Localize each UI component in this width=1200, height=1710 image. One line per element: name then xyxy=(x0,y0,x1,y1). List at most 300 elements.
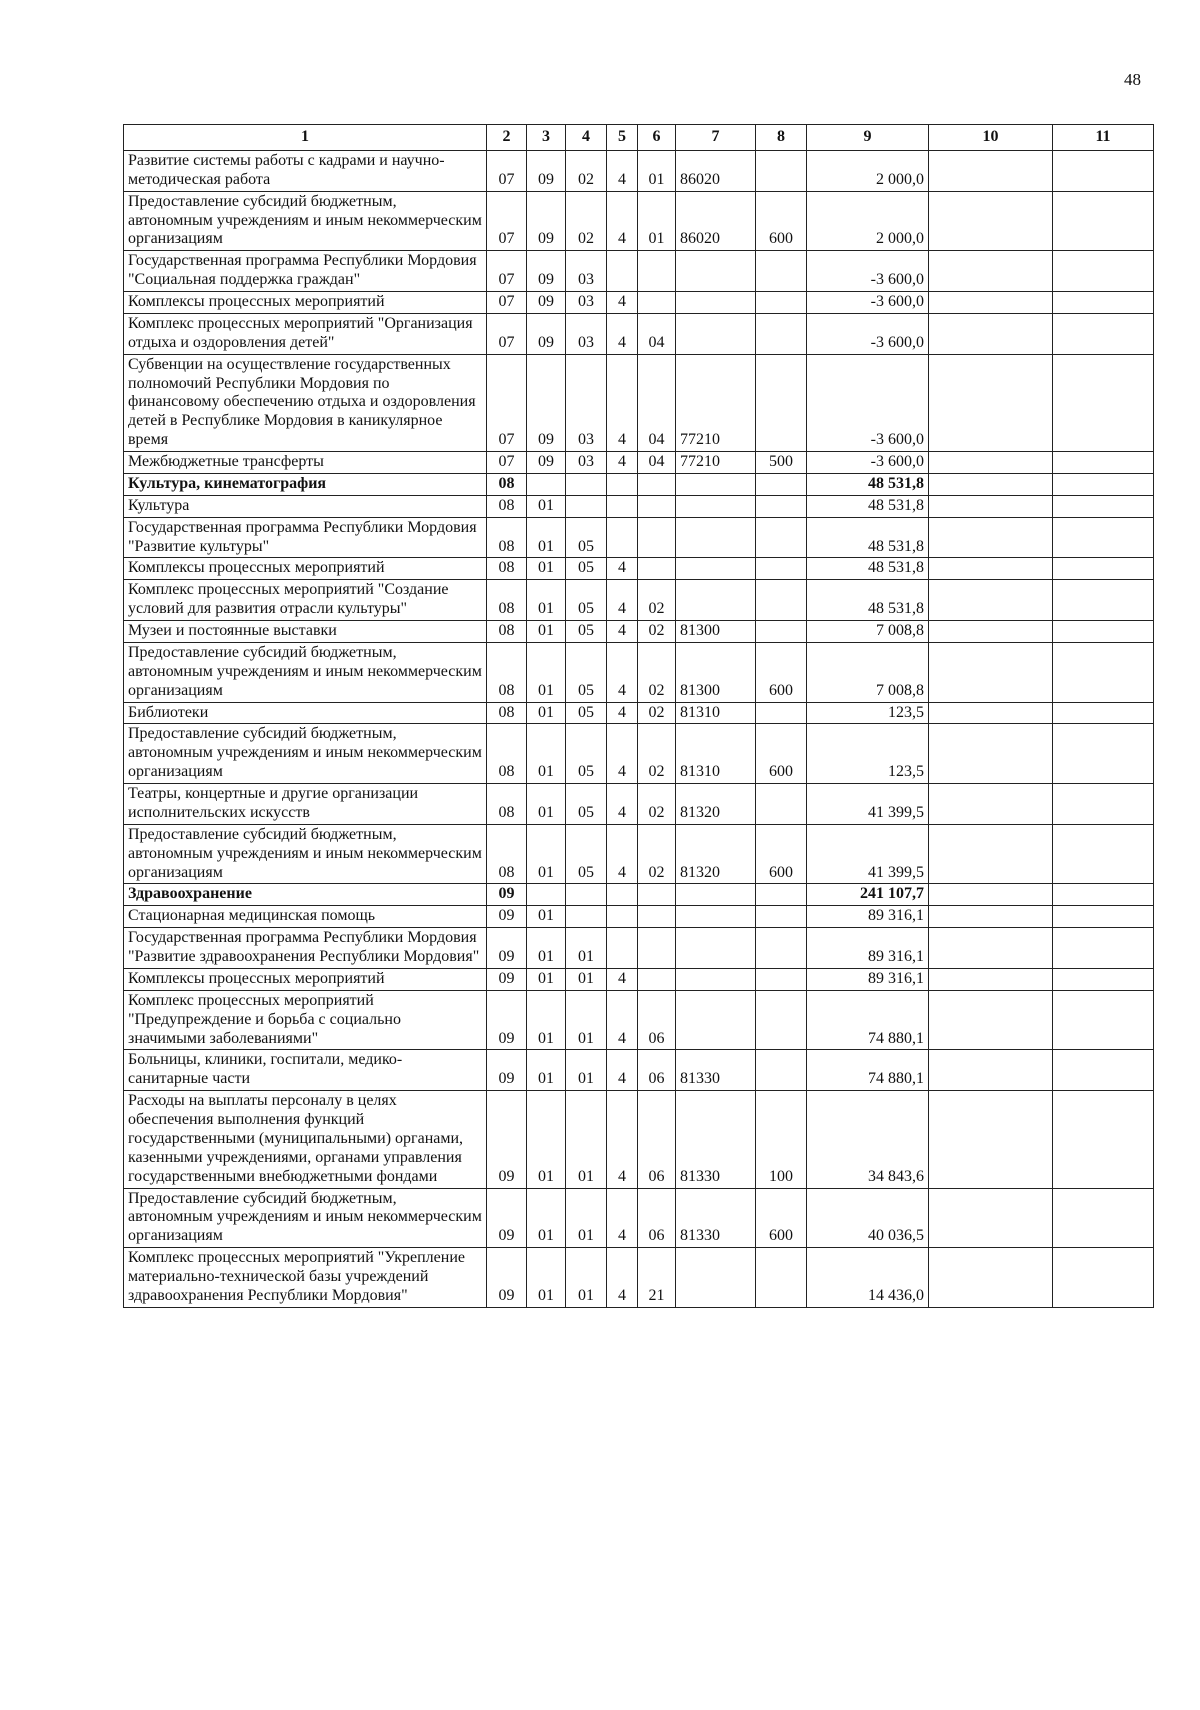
amount-cell: -3 600,0 xyxy=(807,452,929,474)
table-row xyxy=(124,1188,1154,1248)
code-section-cell: 07 xyxy=(487,313,527,354)
amount-col10-cell xyxy=(929,621,1053,643)
code-activity-cell: 02 xyxy=(638,724,676,784)
code-expense-type-cell: 600 xyxy=(756,724,807,784)
code-subprogram-cell xyxy=(607,473,638,495)
code-activity-cell xyxy=(638,473,676,495)
table-row xyxy=(124,251,1154,292)
code-program-cell: 01 xyxy=(566,1248,607,1308)
code-direction-cell: 81310 xyxy=(676,724,756,784)
amount-col10-cell xyxy=(929,1248,1053,1308)
table-row xyxy=(124,824,1154,884)
code-expense-type-cell xyxy=(756,495,807,517)
code-direction-cell: 81320 xyxy=(676,824,756,884)
code-subsection-cell xyxy=(527,473,566,495)
amount-cell: 2 000,0 xyxy=(807,150,929,191)
code-activity-cell: 06 xyxy=(638,990,676,1050)
table-row xyxy=(124,784,1154,825)
code-program-cell: 01 xyxy=(566,928,607,969)
code-section-cell: 07 xyxy=(487,251,527,292)
code-activity-cell xyxy=(638,906,676,928)
code-activity-cell: 02 xyxy=(638,642,676,702)
amount-cell: 34 843,6 xyxy=(807,1091,929,1188)
amount-cell: -3 600,0 xyxy=(807,292,929,314)
amount-cell: 40 036,5 xyxy=(807,1188,929,1248)
amount-col11-cell xyxy=(1053,824,1154,884)
amount-col11-cell xyxy=(1053,251,1154,292)
row-name-cell: Предоставление субсидий бюджетным, автономным учреждениям и иным некоммерческим организациям xyxy=(124,191,487,251)
code-subprogram-cell xyxy=(607,906,638,928)
amount-col11-cell xyxy=(1053,1188,1154,1248)
code-program-cell xyxy=(566,495,607,517)
code-subsection-cell: 09 xyxy=(527,452,566,474)
row-name-cell: Библиотеки xyxy=(124,702,487,724)
code-subsection-cell: 01 xyxy=(527,495,566,517)
amount-cell: 123,5 xyxy=(807,702,929,724)
code-direction-cell: 81330 xyxy=(676,1188,756,1248)
code-expense-type-cell: 600 xyxy=(756,1188,807,1248)
code-program-cell: 05 xyxy=(566,642,607,702)
code-section-cell: 07 xyxy=(487,452,527,474)
amount-cell: -3 600,0 xyxy=(807,313,929,354)
code-direction-cell: 81320 xyxy=(676,784,756,825)
amount-col11-cell xyxy=(1053,473,1154,495)
code-direction-cell xyxy=(676,928,756,969)
table-row xyxy=(124,292,1154,314)
code-program-cell: 03 xyxy=(566,251,607,292)
amount-cell: 74 880,1 xyxy=(807,990,929,1050)
table-row xyxy=(124,354,1154,451)
amount-col10-cell xyxy=(929,150,1053,191)
code-subsection-cell: 01 xyxy=(527,1091,566,1188)
header-cell: 11 xyxy=(1053,125,1154,151)
code-direction-cell: 77210 xyxy=(676,452,756,474)
code-section-cell: 07 xyxy=(487,150,527,191)
code-expense-type-cell xyxy=(756,580,807,621)
code-activity-cell: 01 xyxy=(638,150,676,191)
code-section-cell: 09 xyxy=(487,1188,527,1248)
code-activity-cell: 01 xyxy=(638,191,676,251)
amount-col11-cell xyxy=(1053,1248,1154,1308)
code-subprogram-cell: 4 xyxy=(607,702,638,724)
amount-col11-cell xyxy=(1053,517,1154,558)
code-expense-type-cell xyxy=(756,784,807,825)
code-program-cell: 01 xyxy=(566,1091,607,1188)
code-section-cell: 09 xyxy=(487,1050,527,1091)
code-direction-cell: 86020 xyxy=(676,191,756,251)
amount-col10-cell xyxy=(929,702,1053,724)
code-section-cell: 07 xyxy=(487,292,527,314)
header-cell: 3 xyxy=(527,125,566,151)
code-program-cell: 05 xyxy=(566,517,607,558)
amount-cell: 41 399,5 xyxy=(807,784,929,825)
code-subsection-cell: 01 xyxy=(527,824,566,884)
code-program-cell: 05 xyxy=(566,724,607,784)
code-expense-type-cell xyxy=(756,884,807,906)
amount-col11-cell xyxy=(1053,354,1154,451)
table-row xyxy=(124,313,1154,354)
header-row xyxy=(124,125,1154,151)
row-name-cell: Государственная программа Республики Мордовия "Развитие культуры" xyxy=(124,517,487,558)
code-direction-cell xyxy=(676,580,756,621)
code-subprogram-cell xyxy=(607,517,638,558)
code-subsection-cell: 01 xyxy=(527,517,566,558)
amount-col11-cell xyxy=(1053,884,1154,906)
code-program-cell: 05 xyxy=(566,621,607,643)
table-row xyxy=(124,642,1154,702)
row-name-cell: Предоставление субсидий бюджетным, автономным учреждениям и иным некоммерческим организациям xyxy=(124,724,487,784)
code-direction-cell: 86020 xyxy=(676,150,756,191)
amount-col11-cell xyxy=(1053,292,1154,314)
code-expense-type-cell xyxy=(756,292,807,314)
row-name-cell: Комплекс процессных мероприятий "Укрепление материально-технической базы учреждений здравоохранения Республики Мордовия" xyxy=(124,1248,487,1308)
code-section-cell: 08 xyxy=(487,702,527,724)
code-activity-cell xyxy=(638,495,676,517)
code-expense-type-cell: 500 xyxy=(756,452,807,474)
row-name-cell: Комплекс процессных мероприятий "Предупреждение и борьба с социально значимыми заболеваниями" xyxy=(124,990,487,1050)
code-program-cell: 05 xyxy=(566,580,607,621)
code-direction-cell xyxy=(676,968,756,990)
amount-col11-cell xyxy=(1053,724,1154,784)
amount-cell: 14 436,0 xyxy=(807,1248,929,1308)
code-subsection-cell: 09 xyxy=(527,313,566,354)
code-subprogram-cell: 4 xyxy=(607,191,638,251)
header-cell: 5 xyxy=(607,125,638,151)
header-cell: 10 xyxy=(929,125,1053,151)
code-subsection-cell: 01 xyxy=(527,642,566,702)
code-section-cell: 08 xyxy=(487,558,527,580)
row-name-cell: Комплекс процессных мероприятий "Создание условий для развития отрасли культуры" xyxy=(124,580,487,621)
amount-cell: 48 531,8 xyxy=(807,495,929,517)
amount-col11-cell xyxy=(1053,642,1154,702)
code-subprogram-cell: 4 xyxy=(607,642,638,702)
code-program-cell: 03 xyxy=(566,354,607,451)
code-subsection-cell: 01 xyxy=(527,702,566,724)
code-activity-cell: 06 xyxy=(638,1091,676,1188)
table-row xyxy=(124,1248,1154,1308)
row-name-cell: Здравоохранение xyxy=(124,884,487,906)
amount-col10-cell xyxy=(929,724,1053,784)
code-subsection-cell: 01 xyxy=(527,968,566,990)
amount-col10-cell xyxy=(929,558,1053,580)
table-row xyxy=(124,928,1154,969)
code-subsection-cell: 09 xyxy=(527,251,566,292)
code-expense-type-cell xyxy=(756,473,807,495)
code-direction-cell: 81310 xyxy=(676,702,756,724)
code-section-cell: 08 xyxy=(487,784,527,825)
code-expense-type-cell: 600 xyxy=(756,824,807,884)
code-subprogram-cell: 4 xyxy=(607,1188,638,1248)
table-row xyxy=(124,990,1154,1050)
code-subsection-cell: 01 xyxy=(527,724,566,784)
code-program-cell: 05 xyxy=(566,702,607,724)
code-section-cell: 09 xyxy=(487,990,527,1050)
code-subprogram-cell xyxy=(607,495,638,517)
table-row xyxy=(124,473,1154,495)
amount-cell: 41 399,5 xyxy=(807,824,929,884)
code-subprogram-cell: 4 xyxy=(607,313,638,354)
page-number: 48 xyxy=(1124,70,1141,89)
code-expense-type-cell xyxy=(756,313,807,354)
code-expense-type-cell xyxy=(756,1248,807,1308)
table-row xyxy=(124,968,1154,990)
code-expense-type-cell: 600 xyxy=(756,191,807,251)
code-program-cell: 03 xyxy=(566,313,607,354)
code-activity-cell xyxy=(638,251,676,292)
code-direction-cell xyxy=(676,292,756,314)
amount-col10-cell xyxy=(929,452,1053,474)
code-direction-cell xyxy=(676,558,756,580)
amount-col10-cell xyxy=(929,495,1053,517)
code-subprogram-cell: 4 xyxy=(607,354,638,451)
code-direction-cell xyxy=(676,251,756,292)
amount-cell: 2 000,0 xyxy=(807,191,929,251)
code-expense-type-cell xyxy=(756,928,807,969)
code-activity-cell: 02 xyxy=(638,784,676,825)
amount-cell: 241 107,7 xyxy=(807,884,929,906)
code-subsection-cell: 01 xyxy=(527,906,566,928)
table-row xyxy=(124,906,1154,928)
code-section-cell: 09 xyxy=(487,906,527,928)
code-subsection-cell: 01 xyxy=(527,928,566,969)
code-program-cell: 01 xyxy=(566,990,607,1050)
amount-col10-cell xyxy=(929,928,1053,969)
code-subprogram-cell: 4 xyxy=(607,150,638,191)
amount-cell: 48 531,8 xyxy=(807,558,929,580)
code-activity-cell xyxy=(638,968,676,990)
code-program-cell: 05 xyxy=(566,784,607,825)
table-row xyxy=(124,452,1154,474)
code-expense-type-cell xyxy=(756,150,807,191)
table-row xyxy=(124,884,1154,906)
code-subprogram-cell: 4 xyxy=(607,621,638,643)
table-row xyxy=(124,1050,1154,1091)
amount-cell: 7 008,8 xyxy=(807,621,929,643)
amount-col10-cell xyxy=(929,1050,1053,1091)
table-body xyxy=(124,150,1154,1307)
amount-col11-cell xyxy=(1053,621,1154,643)
row-name-cell: Развитие системы работы с кадрами и научно-методическая работа xyxy=(124,150,487,191)
header-cell: 9 xyxy=(807,125,929,151)
code-direction-cell xyxy=(676,517,756,558)
code-subprogram-cell: 4 xyxy=(607,724,638,784)
row-name-cell: Больницы, клиники, госпитали, медико-санитарные части xyxy=(124,1050,487,1091)
code-section-cell: 09 xyxy=(487,928,527,969)
amount-cell: 48 531,8 xyxy=(807,517,929,558)
header-cell: 8 xyxy=(756,125,807,151)
amount-col10-cell xyxy=(929,968,1053,990)
code-expense-type-cell: 100 xyxy=(756,1091,807,1188)
row-name-cell: Государственная программа Республики Мордовия "Развитие здравоохранения Республики Мордовия" xyxy=(124,928,487,969)
amount-col11-cell xyxy=(1053,313,1154,354)
amount-col11-cell xyxy=(1053,784,1154,825)
amount-col10-cell xyxy=(929,1091,1053,1188)
code-section-cell: 08 xyxy=(487,621,527,643)
code-program-cell: 03 xyxy=(566,452,607,474)
amount-col10-cell xyxy=(929,580,1053,621)
code-section-cell: 09 xyxy=(487,1248,527,1308)
row-name-cell: Комплекс процессных мероприятий "Организация отдыха и оздоровления детей" xyxy=(124,313,487,354)
code-activity-cell xyxy=(638,928,676,969)
row-name-cell: Межбюджетные трансферты xyxy=(124,452,487,474)
amount-col11-cell xyxy=(1053,150,1154,191)
code-program-cell: 01 xyxy=(566,968,607,990)
amount-col11-cell xyxy=(1053,906,1154,928)
amount-col11-cell xyxy=(1053,1091,1154,1188)
code-section-cell: 09 xyxy=(487,884,527,906)
amount-cell: -3 600,0 xyxy=(807,251,929,292)
amount-cell: 48 531,8 xyxy=(807,580,929,621)
code-program-cell: 01 xyxy=(566,1188,607,1248)
code-direction-cell: 81300 xyxy=(676,621,756,643)
amount-col10-cell xyxy=(929,517,1053,558)
code-direction-cell: 81330 xyxy=(676,1050,756,1091)
header-cell: 2 xyxy=(487,125,527,151)
budget-table xyxy=(123,124,1154,1308)
table-row xyxy=(124,191,1154,251)
table-row xyxy=(124,150,1154,191)
code-expense-type-cell xyxy=(756,968,807,990)
code-direction-cell xyxy=(676,990,756,1050)
code-expense-type-cell xyxy=(756,558,807,580)
code-program-cell xyxy=(566,884,607,906)
amount-col11-cell xyxy=(1053,580,1154,621)
code-subsection-cell: 01 xyxy=(527,621,566,643)
row-name-cell: Театры, концертные и другие организации исполнительских искусств xyxy=(124,784,487,825)
table-row xyxy=(124,702,1154,724)
amount-col10-cell xyxy=(929,1188,1053,1248)
code-subprogram-cell: 4 xyxy=(607,292,638,314)
code-subprogram-cell: 4 xyxy=(607,1050,638,1091)
code-direction-cell xyxy=(676,473,756,495)
row-name-cell: Культура, кинематография xyxy=(124,473,487,495)
code-subsection-cell: 01 xyxy=(527,990,566,1050)
code-activity-cell: 06 xyxy=(638,1188,676,1248)
row-name-cell: Культура xyxy=(124,495,487,517)
code-section-cell: 07 xyxy=(487,354,527,451)
code-section-cell: 08 xyxy=(487,580,527,621)
code-direction-cell: 81330 xyxy=(676,1091,756,1188)
table-row xyxy=(124,724,1154,784)
table-row xyxy=(124,558,1154,580)
amount-col11-cell xyxy=(1053,191,1154,251)
code-activity-cell: 04 xyxy=(638,313,676,354)
code-subprogram-cell: 4 xyxy=(607,1248,638,1308)
amount-cell: 74 880,1 xyxy=(807,1050,929,1091)
code-program-cell xyxy=(566,473,607,495)
code-program-cell: 02 xyxy=(566,191,607,251)
code-section-cell: 08 xyxy=(487,724,527,784)
code-section-cell: 09 xyxy=(487,1091,527,1188)
code-program-cell: 03 xyxy=(566,292,607,314)
code-subprogram-cell xyxy=(607,251,638,292)
amount-col10-cell xyxy=(929,251,1053,292)
amount-col11-cell xyxy=(1053,702,1154,724)
code-program-cell xyxy=(566,906,607,928)
code-subprogram-cell xyxy=(607,928,638,969)
code-program-cell: 05 xyxy=(566,558,607,580)
code-activity-cell: 02 xyxy=(638,621,676,643)
code-expense-type-cell xyxy=(756,621,807,643)
code-subsection-cell: 09 xyxy=(527,191,566,251)
amount-cell: 48 531,8 xyxy=(807,473,929,495)
amount-col11-cell xyxy=(1053,990,1154,1050)
amount-col10-cell xyxy=(929,990,1053,1050)
amount-col10-cell xyxy=(929,784,1053,825)
amount-col10-cell xyxy=(929,354,1053,451)
code-subsection-cell: 01 xyxy=(527,1050,566,1091)
code-subprogram-cell: 4 xyxy=(607,558,638,580)
amount-col10-cell xyxy=(929,906,1053,928)
code-subprogram-cell: 4 xyxy=(607,452,638,474)
code-subsection-cell: 01 xyxy=(527,784,566,825)
code-section-cell: 09 xyxy=(487,968,527,990)
table-row xyxy=(124,495,1154,517)
code-program-cell: 05 xyxy=(566,824,607,884)
code-subsection-cell: 01 xyxy=(527,1248,566,1308)
row-name-cell: Предоставление субсидий бюджетным, автономным учреждениям и иным некоммерческим организациям xyxy=(124,642,487,702)
code-direction-cell: 81300 xyxy=(676,642,756,702)
amount-col11-cell xyxy=(1053,452,1154,474)
amount-col10-cell xyxy=(929,292,1053,314)
amount-col11-cell xyxy=(1053,1050,1154,1091)
code-subprogram-cell: 4 xyxy=(607,580,638,621)
code-expense-type-cell xyxy=(756,990,807,1050)
code-subsection-cell: 01 xyxy=(527,1188,566,1248)
amount-col11-cell xyxy=(1053,495,1154,517)
code-section-cell: 08 xyxy=(487,642,527,702)
amount-cell: -3 600,0 xyxy=(807,354,929,451)
code-expense-type-cell xyxy=(756,1050,807,1091)
code-section-cell: 08 xyxy=(487,824,527,884)
code-direction-cell xyxy=(676,313,756,354)
code-direction-cell: 77210 xyxy=(676,354,756,451)
code-activity-cell: 02 xyxy=(638,824,676,884)
table-row xyxy=(124,621,1154,643)
amount-col10-cell xyxy=(929,191,1053,251)
code-activity-cell: 04 xyxy=(638,354,676,451)
code-expense-type-cell xyxy=(756,251,807,292)
code-activity-cell: 21 xyxy=(638,1248,676,1308)
amount-col11-cell xyxy=(1053,558,1154,580)
code-activity-cell: 06 xyxy=(638,1050,676,1091)
code-expense-type-cell xyxy=(756,906,807,928)
amount-cell: 7 008,8 xyxy=(807,642,929,702)
row-name-cell: Комплексы процессных мероприятий xyxy=(124,292,487,314)
amount-cell: 89 316,1 xyxy=(807,968,929,990)
amount-col10-cell xyxy=(929,313,1053,354)
code-expense-type-cell: 600 xyxy=(756,642,807,702)
row-name-cell: Предоставление субсидий бюджетным, автономным учреждениям и иным некоммерческим организациям xyxy=(124,1188,487,1248)
code-activity-cell: 04 xyxy=(638,452,676,474)
amount-col10-cell xyxy=(929,884,1053,906)
header-cell: 6 xyxy=(638,125,676,151)
amount-cell: 89 316,1 xyxy=(807,928,929,969)
code-section-cell: 07 xyxy=(487,191,527,251)
row-name-cell: Расходы на выплаты персоналу в целях обеспечения выполнения функций государственными (муниципальными) органами, казенными учреждениями, органами управления государственными внебюджетными фондами xyxy=(124,1091,487,1188)
code-activity-cell: 02 xyxy=(638,580,676,621)
row-name-cell: Комплексы процессных мероприятий xyxy=(124,968,487,990)
amount-col10-cell xyxy=(929,473,1053,495)
code-subprogram-cell: 4 xyxy=(607,824,638,884)
table-row xyxy=(124,1091,1154,1188)
code-activity-cell xyxy=(638,884,676,906)
code-activity-cell xyxy=(638,517,676,558)
code-expense-type-cell xyxy=(756,354,807,451)
code-subsection-cell: 09 xyxy=(527,150,566,191)
row-name-cell: Музеи и постоянные выставки xyxy=(124,621,487,643)
table-row xyxy=(124,517,1154,558)
